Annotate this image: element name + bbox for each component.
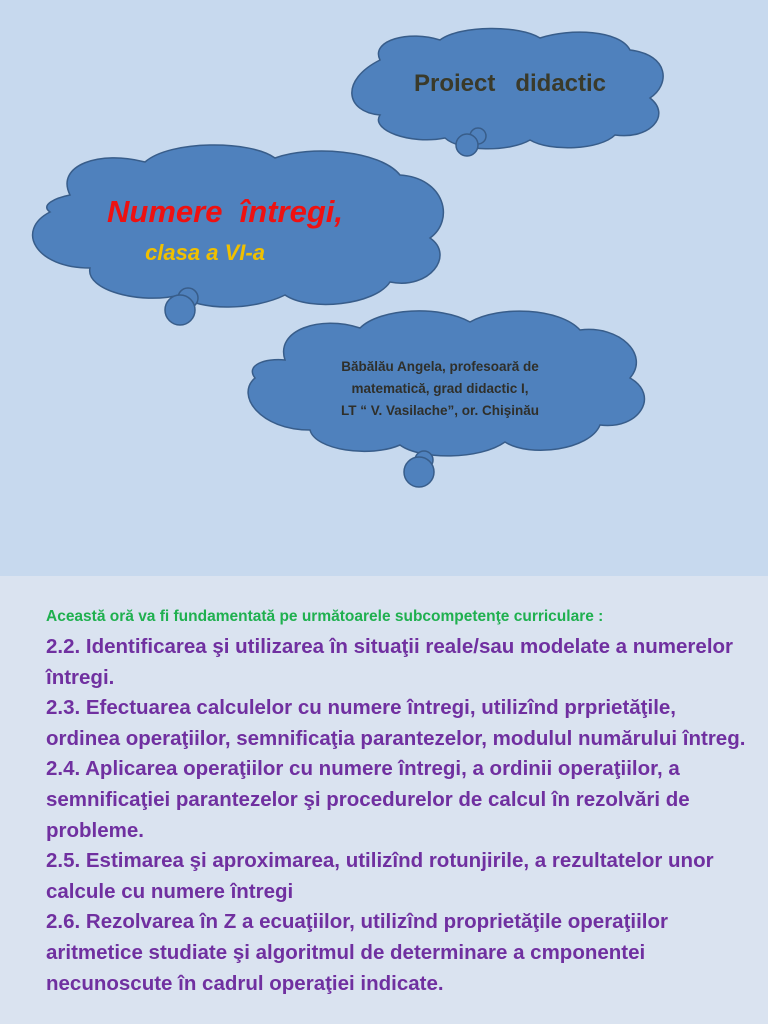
author-block [290,356,590,422]
slide-title-text: Proiect didactic [413,70,607,97]
competence-item: 2.4. Aplicarea operaţiilor cu numere întregi, a ordinii operaţiilor, a semnificaţiei parantezelor şi procedurelor de calcul în rezolvări de probleme. [46,757,690,842]
competence-item: 2.6. Rezolvarea în Z a ecuaţiilor, utilizînd proprietăţile operaţiilor aritmetice studiate şi algoritmul de determinare a cmponentei necunoscute în cadrul operaţiei indicate. [46,910,668,995]
competence-item: 2.3. Efectuarea calculelor cu numere întregi, utilizînd prprietăţile, ordinea operaţiilor, semnificaţia parantezelor, modulul numărului întreg. [46,696,746,750]
competence-item: 2.2. Identificarea şi utilizarea în situaţii reale/sau modelate a numerelor întregi. [46,635,734,689]
author-line: LT “ V. Vasilache”, or. Chişinău [340,403,540,418]
competence-list [46,632,754,999]
author-line: matematică, grad didactic I, [351,381,529,396]
cloud-topic [33,145,444,325]
grade-subtitle: clasa a VI-a [145,240,265,265]
competence-item: 2.5. Estimarea şi aproximarea, utilizînd rotunjirile, a rezultatelor unor calcule cu numere întregi [46,849,714,903]
topic-title: Numere întregi, [107,194,343,229]
competences-intro: Această oră va fi fundamentată pe următoarele subcompetenţe curriculare : [46,608,604,625]
author-line: Băbălău Angela, profesoară de [341,359,539,374]
